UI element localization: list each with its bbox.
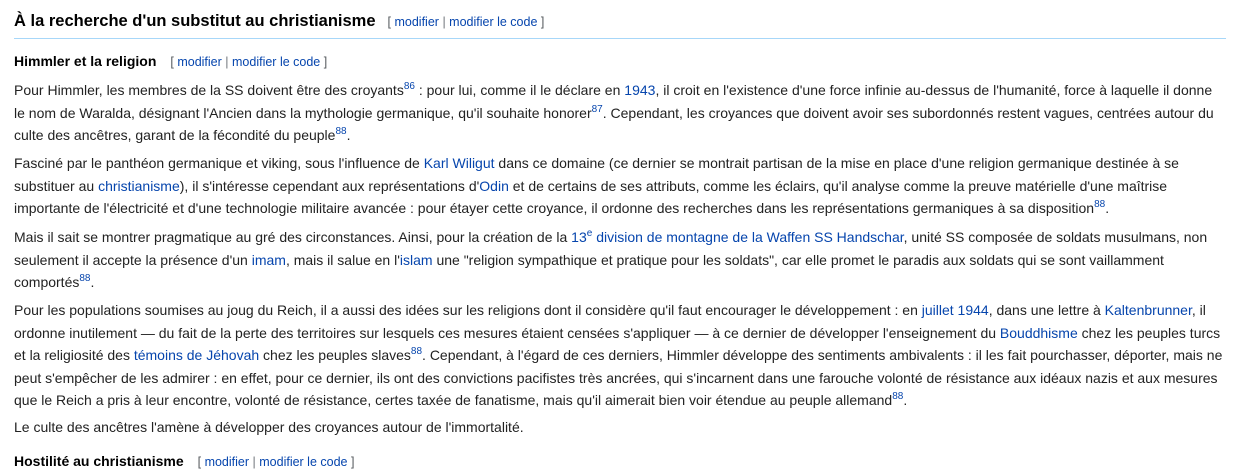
text: chez les peuples slaves — [259, 347, 411, 363]
link-odin[interactable]: Odin — [479, 177, 509, 194]
reference-link[interactable]: 88 — [1094, 199, 1106, 210]
text: et de certains de ses attributs, comme les éclairs, qu'il analyse comme la preuve matérielle d'une maîtrise importante de l'électricité et d'une technologie militaire avancée : pour étayer cette croyance, il ordonne des recherches dans les représentations germaniques à sa disposition — [14, 177, 1168, 216]
text: ), il s'intéresse cependant aux représentations d' — [179, 177, 480, 194]
reference[interactable] — [411, 346, 422, 357]
reference-link[interactable]: 86 — [403, 81, 415, 92]
text: une "religion sympathique et pratique pour les soldats", car elle promet le paradis aux soldats qui se sont vaillamment comportés — [14, 251, 1164, 290]
reference[interactable] — [1094, 199, 1105, 210]
text: , il croit en l'existence d'une force infinie au-dessus de l'humanité, force à laquelle il donne le nom de Waralda, désignant l'Ancien dans la mythologie germanique, qu'il souhaite honorer — [14, 82, 1213, 121]
text: . Cependant, les croyances que doivent avoir ses subordonnés restent vagues, centrées autour du culte des ancêtres, garant de la fécondité du peuple — [14, 104, 1214, 143]
subsection-edit-links: [ modifier | modifier le code ] — [170, 55, 328, 69]
paragraph-1 — [14, 79, 1226, 147]
subsection-edit-code-link[interactable]: modifier le code — [232, 55, 321, 69]
section-title: À la recherche d'un substitut au christianisme — [14, 12, 376, 30]
reference-link[interactable]: 88 — [335, 126, 347, 137]
section-edit-link[interactable]: modifier — [394, 15, 439, 29]
text: . Cependant, à l'égard de ces derniers, Himmler développe des sentiments ambivalents : il les fait pourchasser, déporter, mais ne peut s'empêcher de les admirer : en effet, pour ce dernier, ils ont des convictions pacifistes très ancrées, qui s'incarnent dans une farouche volonté de résistance aux idéaux nazis et aux mesures que le Reich a pris à leur encontre, volonté de résistance, certes taxée de fanatisme, mais qu'il aimerait bien voir étendue au peuple allemand — [14, 347, 1223, 408]
text: Pour les populations soumises au joug du Reich, il a aussi des idées sur les religions dont il considère qu'il faut encourager le développement : en — [14, 302, 922, 318]
reference-link[interactable]: 88 — [79, 273, 91, 284]
text: . — [90, 274, 95, 290]
reference-link[interactable]: 88 — [892, 391, 904, 402]
link-temoins-de-jehovah[interactable]: témoins de Jéhovah — [133, 347, 260, 363]
text: Pour Himmler, les membres de la SS doivent être des croyants — [14, 82, 404, 98]
next-subsection-edit-code-link[interactable]: modifier le code — [259, 455, 348, 469]
link-kaltenbrunner[interactable]: Kaltenbrunner — [1104, 302, 1192, 318]
reference[interactable] — [335, 126, 346, 137]
subsection-edit-link[interactable]: modifier — [177, 55, 222, 69]
next-subsection-title: Hostilité au christianisme — [14, 453, 184, 469]
section-edit-links: [ modifier | modifier le code ] — [387, 15, 545, 29]
reference-link[interactable]: 88 — [410, 346, 423, 357]
text: : pour lui, comme il le déclare en — [414, 82, 625, 98]
paragraph-2 — [14, 152, 1226, 220]
reference[interactable] — [79, 273, 90, 284]
text: Le culte des ancêtres l'amène à développer des croyances autour de l'immortalité. — [14, 419, 524, 435]
text: chez les peuples turcs et la religiosité des — [14, 324, 1221, 363]
paragraph-5 — [14, 416, 1226, 439]
link-imam[interactable]: imam — [251, 251, 286, 268]
link-text: 13 — [571, 229, 587, 245]
text: . — [1105, 200, 1110, 216]
text: , unité SS composée de soldats musulmans, non seulement il accepte la présence d'un — [14, 229, 1208, 268]
reference[interactable] — [892, 391, 903, 402]
next-subsection-heading — [14, 453, 354, 469]
paragraph-3 — [14, 226, 1226, 294]
section-edit-code-link[interactable]: modifier le code — [449, 15, 538, 29]
link-1943[interactable]: 1943 — [624, 82, 656, 98]
text: Fasciné par le panthéon germanique et viking, sous l'influence de — [14, 155, 424, 171]
link-christianisme[interactable]: christianisme — [98, 177, 180, 194]
link-islam[interactable]: islam — [399, 251, 433, 268]
text: , mais il salue en l' — [285, 251, 400, 268]
next-subsection-edit-links: [ modifier | modifier le code ] — [197, 455, 355, 469]
reference-link[interactable]: 87 — [591, 103, 603, 115]
reference[interactable] — [592, 104, 603, 115]
text: , il ordonne inutilement — du fait de la perte des territoires sur lesquels ces mesures étaient censées s'appliquer — à ce dernier de développer l'enseignement du — [14, 302, 1206, 341]
link-bouddhisme[interactable]: Bouddhisme — [999, 324, 1078, 341]
subsection-title: Himmler et la religion — [14, 53, 157, 69]
section-heading — [14, 12, 1226, 39]
link-division-handschar[interactable] — [571, 229, 903, 245]
text: . — [346, 127, 351, 143]
ordinal-suffix: e — [586, 228, 593, 239]
paragraph-4 — [14, 299, 1226, 412]
link-juillet-1944[interactable]: juillet 1944 — [921, 302, 989, 318]
text: dans ce domaine (ce dernier se montrait partisan de la mise en place d'une religion germanique destinée à se substituer au — [14, 155, 1179, 194]
text: . — [903, 392, 908, 408]
text: Mais il sait se montrer pragmatique au gré des circonstances. Ainsi, pour la création de la — [14, 229, 572, 245]
link-text: division de montagne de la Waffen SS Handschar — [592, 229, 904, 245]
next-subsection-edit-link[interactable]: modifier — [204, 455, 250, 469]
subsection-heading — [14, 53, 327, 69]
reference[interactable] — [404, 81, 415, 92]
text: , dans une lettre à — [988, 302, 1105, 318]
link-karl-wiligut[interactable]: Karl Wiligut — [423, 155, 495, 171]
